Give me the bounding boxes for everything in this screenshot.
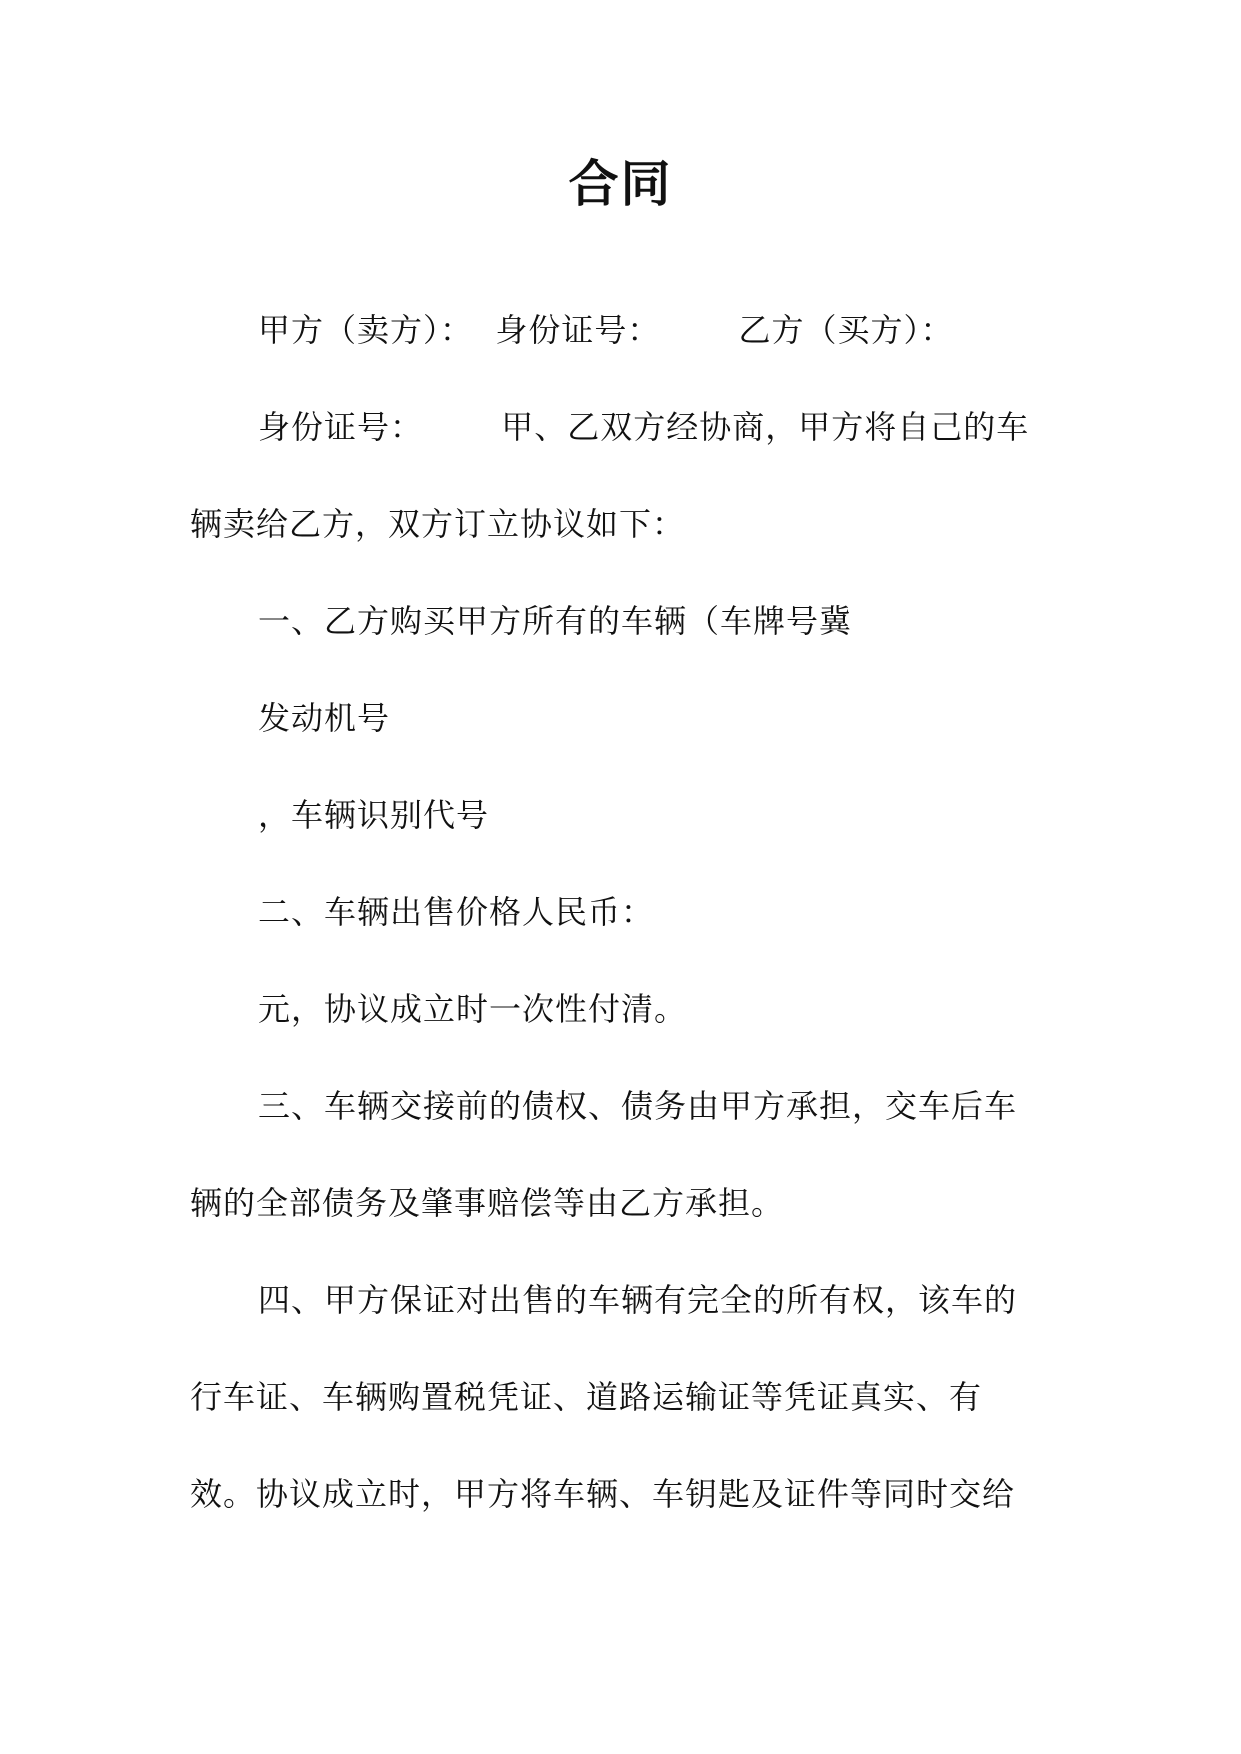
contract-line: 行车证、车辆购置税凭证、道路运输证等凭证真实、有 xyxy=(190,1378,983,1416)
contract-line: 甲方（卖方）： 身份证号： 乙方（买方）： xyxy=(258,311,954,349)
contract-line: 三、车辆交接前的债权、债务由甲方承担，交车后车 xyxy=(258,1087,1018,1125)
contract-line: 四、甲方保证对出售的车辆有完全的所有权，该车的 xyxy=(258,1281,1018,1319)
contract-line: 身份证号： 甲、乙双方经协商，甲方将自己的车 xyxy=(258,408,1030,446)
contract-line: ，车辆识别代号 xyxy=(258,796,490,834)
contract-line: 辆的全部债务及肇事赔偿等由乙方承担。 xyxy=(190,1184,785,1222)
contract-line: 二、车辆出售价格人民币： xyxy=(258,893,655,931)
contract-line: 一、乙方购买甲方所有的车辆（车牌号冀 xyxy=(258,602,853,640)
contract-line: 辆卖给乙方，双方订立协议如下： xyxy=(190,505,686,543)
contract-line: 发动机号 xyxy=(258,699,391,737)
contract-line: 元，协议成立时一次性付清。 xyxy=(258,990,688,1028)
contract-line: 效。协议成立时，甲方将车辆、车钥匙及证件等同时交给 xyxy=(190,1475,1016,1513)
document-title: 合同 xyxy=(568,155,673,213)
